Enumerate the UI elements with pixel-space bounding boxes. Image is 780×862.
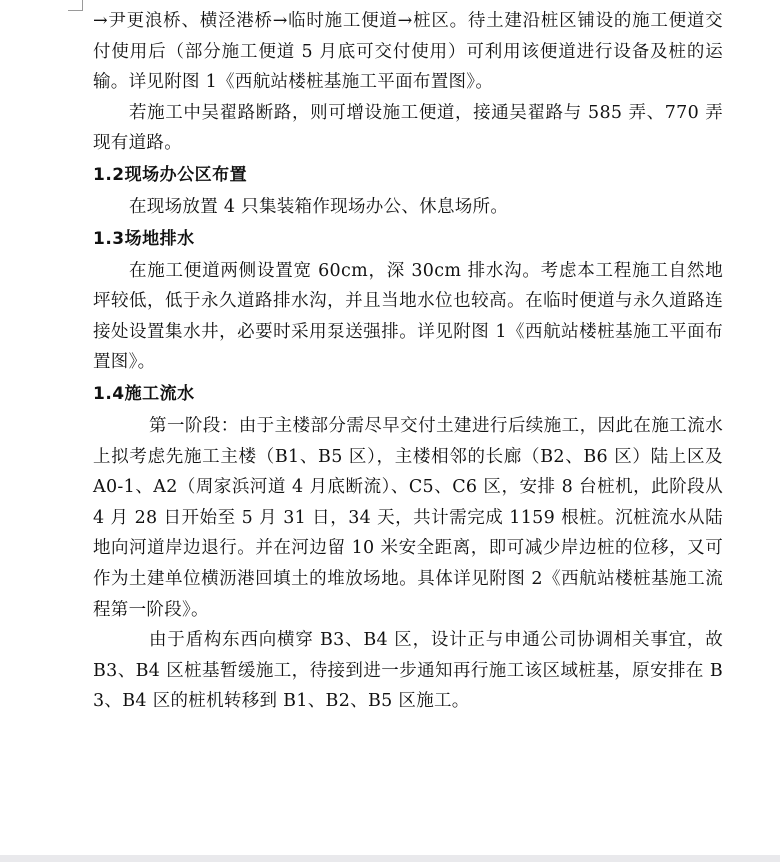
- heading-construction-flow: 1.4施工流水: [93, 383, 195, 404]
- paragraph-site-drainage: 在施工便道两侧设置宽 60cm，深 30cm 排水沟。考虑本工程施工自然地坪较低，低于永久道路排水沟，并且当地水位也较高。在临时便道与永久道路连接处设置集水井，必要时采用泵送强排。详见附图 1《西航站楼桩基施工平面布置图》。: [93, 260, 723, 373]
- paragraph-office-area: 在现场放置 4 只集装箱作现场办公、休息场所。: [129, 196, 509, 217]
- bottom-scroll-strip: [0, 855, 780, 862]
- paragraph-stage-one: 第一阶段：由于主楼部分需尽早交付土建进行后续施工，因此在施工流水上拟考虑先施工主楼（B1、B5 区），主楼相邻的长廊（B2、B6 区）陆上区及 A0-1、A2（周家浜河道 4 月底断流）、C5、C6 区，安排 8 台桩机，此阶段从 4 月 28 日开始至 5 月 31 日，34 天，共计需完成 1159 根桩。沉桩流水从陆地向河道岸边退行。并在河边留 10 米安全距离，即可减少岸边桩的位移，又可作为土建单位横沥港回填土的堆放场地。具体详见附图 2《西航站楼桩基施工流程第一阶段》。: [93, 415, 723, 620]
- heading-office-area: 1.2现场办公区布置: [93, 164, 248, 185]
- paragraph-route: →尹更浪桥、横泾港桥→临时施工便道→桩区。待土建沿桩区铺设的施工便道交付使用后（部分施工便道 5 月底可交付使用）可利用该便道进行设备及桩的运输。详见附图 1《西航站楼桩基施工平面布置图》。: [93, 11, 723, 93]
- page-corner-mark: [68, 0, 83, 11]
- paragraph-road-closure: 若施工中吴翟路断路，则可增设施工便道，接通吴翟路与 585 弄、770 弄现有道路。: [93, 102, 723, 154]
- document-body: [93, 6, 723, 717]
- paragraph-shield-tunnel: 由于盾构东西向横穿 B3、B4 区，设计正与申通公司协调相关事宜，故 B3、B4 区桩基暂缓施工，待接到进一步通知再行施工该区域桩基，原安排在 B3、B4 区的桩机转移到 B1、B2、B5 区施工。: [93, 630, 723, 712]
- heading-site-drainage: 1.3场地排水: [93, 228, 195, 249]
